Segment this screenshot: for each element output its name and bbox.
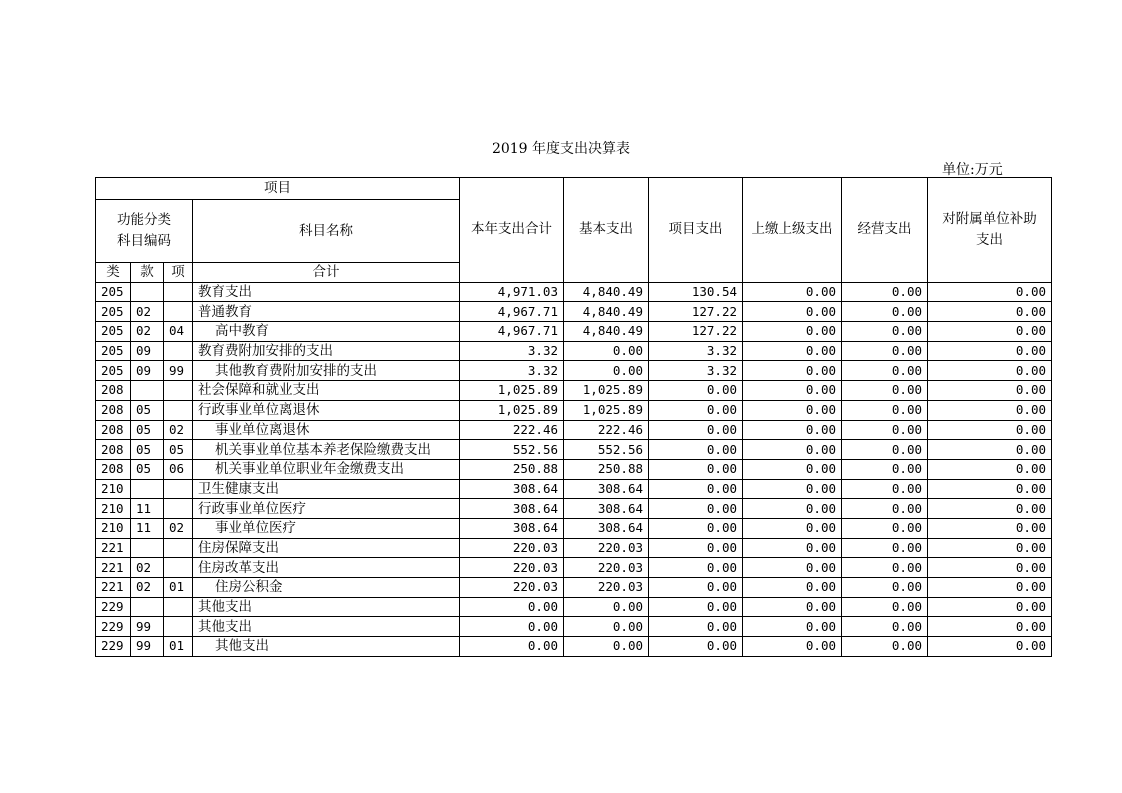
cell-upper: 0.00 bbox=[743, 558, 842, 578]
cell-xiang: 01 bbox=[164, 637, 193, 657]
cell-project: 0.00 bbox=[649, 381, 743, 401]
cell-name: 住房保障支出 bbox=[193, 538, 460, 558]
cell-business: 0.00 bbox=[842, 617, 928, 637]
cell-name: 机关事业单位基本养老保险缴费支出 bbox=[193, 440, 460, 460]
cell-lei: 210 bbox=[96, 479, 131, 499]
cell-upper: 0.00 bbox=[743, 499, 842, 519]
cell-business: 0.00 bbox=[842, 341, 928, 361]
total-row-name: 合计 bbox=[193, 263, 460, 283]
cell-subsidy: 0.00 bbox=[928, 440, 1052, 460]
cell-total: 222.46 bbox=[460, 420, 564, 440]
cell-business: 0.00 bbox=[842, 479, 928, 499]
table-row bbox=[96, 518, 1052, 538]
cell-subsidy: 0.00 bbox=[928, 558, 1052, 578]
cell-upper: 0.00 bbox=[743, 538, 842, 558]
table-row bbox=[96, 440, 1052, 460]
cell-total: 220.03 bbox=[460, 578, 564, 598]
cell-basic: 4,840.49 bbox=[564, 302, 649, 322]
table-row bbox=[96, 538, 1052, 558]
cell-xiang bbox=[164, 617, 193, 637]
cell-lei: 208 bbox=[96, 420, 131, 440]
cell-business: 0.00 bbox=[842, 322, 928, 342]
cell-name: 教育费附加安排的支出 bbox=[193, 341, 460, 361]
cell-kuan: 05 bbox=[131, 459, 164, 479]
cell-subsidy: 0.00 bbox=[928, 302, 1052, 322]
table-row bbox=[96, 282, 1052, 302]
cell-subsidy: 0.00 bbox=[928, 617, 1052, 637]
table-row bbox=[96, 322, 1052, 342]
cell-lei: 221 bbox=[96, 578, 131, 598]
cell-project: 0.00 bbox=[649, 499, 743, 519]
cell-total: 3.32 bbox=[460, 341, 564, 361]
cell-basic: 0.00 bbox=[564, 341, 649, 361]
table-row bbox=[96, 381, 1052, 401]
cell-lei: 229 bbox=[96, 597, 131, 617]
cell-subsidy: 0.00 bbox=[928, 538, 1052, 558]
cell-xiang bbox=[164, 479, 193, 499]
cell-kuan: 99 bbox=[131, 617, 164, 637]
expenditure-table bbox=[95, 177, 1052, 657]
cell-xiang bbox=[164, 597, 193, 617]
cell-xiang: 06 bbox=[164, 459, 193, 479]
cell-kuan: 05 bbox=[131, 400, 164, 420]
header-kuan: 款 bbox=[131, 263, 164, 283]
table-row bbox=[96, 578, 1052, 598]
cell-total: 1,025.89 bbox=[460, 400, 564, 420]
cell-upper: 0.00 bbox=[743, 282, 842, 302]
cell-business: 0.00 bbox=[842, 420, 928, 440]
cell-name: 其他支出 bbox=[193, 637, 460, 657]
cell-lei: 229 bbox=[96, 617, 131, 637]
cell-upper: 0.00 bbox=[743, 617, 842, 637]
cell-basic: 1,025.89 bbox=[564, 400, 649, 420]
cell-kuan: 02 bbox=[131, 322, 164, 342]
header-lei: 类 bbox=[96, 263, 131, 283]
cell-lei: 205 bbox=[96, 282, 131, 302]
cell-subsidy: 0.00 bbox=[928, 322, 1052, 342]
cell-business: 0.00 bbox=[842, 361, 928, 381]
cell-name: 教育支出 bbox=[193, 282, 460, 302]
cell-xiang: 04 bbox=[164, 322, 193, 342]
cell-xiang bbox=[164, 499, 193, 519]
table-row bbox=[96, 499, 1052, 519]
cell-project: 0.00 bbox=[649, 538, 743, 558]
cell-basic: 308.64 bbox=[564, 518, 649, 538]
cell-kuan: 11 bbox=[131, 499, 164, 519]
header-business: 经营支出 bbox=[842, 178, 928, 283]
cell-xiang: 05 bbox=[164, 440, 193, 460]
cell-kuan: 11 bbox=[131, 518, 164, 538]
cell-business: 0.00 bbox=[842, 459, 928, 479]
cell-basic: 4,840.49 bbox=[564, 322, 649, 342]
cell-basic: 0.00 bbox=[564, 637, 649, 657]
cell-lei: 221 bbox=[96, 538, 131, 558]
header-subject-name: 科目名称 bbox=[193, 200, 460, 263]
cell-business: 0.00 bbox=[842, 518, 928, 538]
cell-upper: 0.00 bbox=[743, 322, 842, 342]
table-row bbox=[96, 637, 1052, 657]
cell-upper: 0.00 bbox=[743, 479, 842, 499]
cell-xiang bbox=[164, 400, 193, 420]
cell-kuan bbox=[131, 282, 164, 302]
cell-business: 0.00 bbox=[842, 597, 928, 617]
table-row bbox=[96, 479, 1052, 499]
cell-project: 0.00 bbox=[649, 440, 743, 460]
cell-kuan bbox=[131, 479, 164, 499]
cell-kuan bbox=[131, 538, 164, 558]
cell-subsidy: 0.00 bbox=[928, 597, 1052, 617]
table-row bbox=[96, 420, 1052, 440]
cell-business: 0.00 bbox=[842, 381, 928, 401]
cell-subsidy: 0.00 bbox=[928, 400, 1052, 420]
cell-project: 127.22 bbox=[649, 302, 743, 322]
cell-basic: 0.00 bbox=[564, 361, 649, 381]
cell-lei: 205 bbox=[96, 302, 131, 322]
cell-lei: 208 bbox=[96, 459, 131, 479]
cell-xiang bbox=[164, 282, 193, 302]
cell-xiang bbox=[164, 538, 193, 558]
header-project: 项目 bbox=[96, 178, 460, 200]
cell-project: 0.00 bbox=[649, 617, 743, 637]
cell-upper: 0.00 bbox=[743, 420, 842, 440]
cell-upper: 0.00 bbox=[743, 518, 842, 538]
cell-subsidy: 0.00 bbox=[928, 282, 1052, 302]
cell-subsidy: 0.00 bbox=[928, 578, 1052, 598]
table-row bbox=[96, 361, 1052, 381]
cell-name: 行政事业单位离退休 bbox=[193, 400, 460, 420]
cell-upper: 0.00 bbox=[743, 597, 842, 617]
cell-kuan: 99 bbox=[131, 637, 164, 657]
cell-business: 0.00 bbox=[842, 302, 928, 322]
cell-lei: 210 bbox=[96, 499, 131, 519]
cell-subsidy: 0.00 bbox=[928, 637, 1052, 657]
cell-business: 0.00 bbox=[842, 282, 928, 302]
cell-upper: 0.00 bbox=[743, 459, 842, 479]
cell-name: 事业单位医疗 bbox=[193, 518, 460, 538]
cell-subsidy: 0.00 bbox=[928, 381, 1052, 401]
cell-basic: 308.64 bbox=[564, 479, 649, 499]
cell-lei: 208 bbox=[96, 381, 131, 401]
cell-total: 1,025.89 bbox=[460, 381, 564, 401]
cell-total: 308.64 bbox=[460, 479, 564, 499]
cell-kuan: 02 bbox=[131, 558, 164, 578]
cell-total: 0.00 bbox=[460, 617, 564, 637]
cell-xiang: 02 bbox=[164, 518, 193, 538]
cell-business: 0.00 bbox=[842, 440, 928, 460]
cell-project: 0.00 bbox=[649, 558, 743, 578]
document-title: 2019 年度支出决算表 bbox=[491, 141, 631, 157]
cell-project: 0.00 bbox=[649, 597, 743, 617]
cell-project: 0.00 bbox=[649, 518, 743, 538]
cell-subsidy: 0.00 bbox=[928, 499, 1052, 519]
cell-name: 其他支出 bbox=[193, 617, 460, 637]
cell-lei: 229 bbox=[96, 637, 131, 657]
cell-project: 127.22 bbox=[649, 322, 743, 342]
cell-basic: 0.00 bbox=[564, 617, 649, 637]
cell-upper: 0.00 bbox=[743, 302, 842, 322]
cell-project: 130.54 bbox=[649, 282, 743, 302]
cell-project: 0.00 bbox=[649, 420, 743, 440]
cell-total: 3.32 bbox=[460, 361, 564, 381]
cell-subsidy: 0.00 bbox=[928, 518, 1052, 538]
table-row bbox=[96, 302, 1052, 322]
header-upper-payment: 上缴上级支出 bbox=[743, 178, 842, 283]
header-total: 本年支出合计 bbox=[460, 178, 564, 283]
cell-name: 高中教育 bbox=[193, 322, 460, 342]
cell-project: 0.00 bbox=[649, 578, 743, 598]
cell-total: 4,967.71 bbox=[460, 302, 564, 322]
cell-business: 0.00 bbox=[842, 558, 928, 578]
cell-name: 住房改革支出 bbox=[193, 558, 460, 578]
table-row bbox=[96, 400, 1052, 420]
cell-xiang bbox=[164, 558, 193, 578]
cell-project: 0.00 bbox=[649, 479, 743, 499]
cell-name: 事业单位离退休 bbox=[193, 420, 460, 440]
cell-business: 0.00 bbox=[842, 400, 928, 420]
cell-subsidy: 0.00 bbox=[928, 361, 1052, 381]
cell-business: 0.00 bbox=[842, 499, 928, 519]
cell-total: 552.56 bbox=[460, 440, 564, 460]
header-subsidy: 对附属单位补助支出 bbox=[928, 178, 1052, 283]
cell-lei: 205 bbox=[96, 322, 131, 342]
cell-kuan: 05 bbox=[131, 440, 164, 460]
cell-xiang: 02 bbox=[164, 420, 193, 440]
cell-upper: 0.00 bbox=[743, 361, 842, 381]
cell-kuan: 05 bbox=[131, 420, 164, 440]
cell-upper: 0.00 bbox=[743, 578, 842, 598]
cell-total: 308.64 bbox=[460, 499, 564, 519]
cell-basic: 222.46 bbox=[564, 420, 649, 440]
table-row bbox=[96, 617, 1052, 637]
table-row bbox=[96, 558, 1052, 578]
cell-name: 社会保障和就业支出 bbox=[193, 381, 460, 401]
table-row bbox=[96, 341, 1052, 361]
cell-upper: 0.00 bbox=[743, 381, 842, 401]
cell-xiang bbox=[164, 341, 193, 361]
cell-kuan bbox=[131, 381, 164, 401]
cell-upper: 0.00 bbox=[743, 440, 842, 460]
cell-total: 220.03 bbox=[460, 538, 564, 558]
cell-total: 220.03 bbox=[460, 558, 564, 578]
cell-lei: 205 bbox=[96, 341, 131, 361]
cell-subsidy: 0.00 bbox=[928, 420, 1052, 440]
cell-name: 其他教育费附加安排的支出 bbox=[193, 361, 460, 381]
cell-basic: 250.88 bbox=[564, 459, 649, 479]
cell-kuan: 09 bbox=[131, 341, 164, 361]
cell-total: 4,967.71 bbox=[460, 322, 564, 342]
cell-total: 4,971.03 bbox=[460, 282, 564, 302]
cell-xiang bbox=[164, 381, 193, 401]
cell-name: 其他支出 bbox=[193, 597, 460, 617]
cell-lei: 208 bbox=[96, 400, 131, 420]
cell-name: 住房公积金 bbox=[193, 578, 460, 598]
cell-basic: 220.03 bbox=[564, 558, 649, 578]
cell-kuan: 02 bbox=[131, 578, 164, 598]
cell-basic: 0.00 bbox=[564, 597, 649, 617]
cell-basic: 4,840.49 bbox=[564, 282, 649, 302]
header-function-code: 功能分类 科目编码 bbox=[96, 200, 193, 263]
cell-kuan: 09 bbox=[131, 361, 164, 381]
cell-name: 卫生健康支出 bbox=[193, 479, 460, 499]
cell-total: 308.64 bbox=[460, 518, 564, 538]
cell-xiang: 99 bbox=[164, 361, 193, 381]
cell-upper: 0.00 bbox=[743, 400, 842, 420]
cell-subsidy: 0.00 bbox=[928, 341, 1052, 361]
cell-name: 行政事业单位医疗 bbox=[193, 499, 460, 519]
cell-xiang bbox=[164, 302, 193, 322]
cell-subsidy: 0.00 bbox=[928, 479, 1052, 499]
cell-project: 3.32 bbox=[649, 361, 743, 381]
table-row bbox=[96, 597, 1052, 617]
cell-business: 0.00 bbox=[842, 578, 928, 598]
cell-project: 0.00 bbox=[649, 637, 743, 657]
cell-basic: 220.03 bbox=[564, 578, 649, 598]
cell-lei: 208 bbox=[96, 440, 131, 460]
cell-kuan: 02 bbox=[131, 302, 164, 322]
cell-lei: 205 bbox=[96, 361, 131, 381]
cell-business: 0.00 bbox=[842, 538, 928, 558]
cell-total: 0.00 bbox=[460, 597, 564, 617]
unit-label: 单位:万元 bbox=[942, 162, 1003, 178]
cell-total: 250.88 bbox=[460, 459, 564, 479]
cell-lei: 221 bbox=[96, 558, 131, 578]
cell-xiang: 01 bbox=[164, 578, 193, 598]
cell-basic: 308.64 bbox=[564, 499, 649, 519]
table-row bbox=[96, 459, 1052, 479]
cell-basic: 220.03 bbox=[564, 538, 649, 558]
cell-basic: 552.56 bbox=[564, 440, 649, 460]
header-basic: 基本支出 bbox=[564, 178, 649, 283]
cell-total: 0.00 bbox=[460, 637, 564, 657]
cell-project: 0.00 bbox=[649, 400, 743, 420]
cell-project: 0.00 bbox=[649, 459, 743, 479]
cell-name: 机关事业单位职业年金缴费支出 bbox=[193, 459, 460, 479]
cell-lei: 210 bbox=[96, 518, 131, 538]
cell-project: 3.32 bbox=[649, 341, 743, 361]
cell-upper: 0.00 bbox=[743, 637, 842, 657]
cell-upper: 0.00 bbox=[743, 341, 842, 361]
header-project-expenditure: 项目支出 bbox=[649, 178, 743, 283]
header-xiang: 项 bbox=[164, 263, 193, 283]
cell-name: 普通教育 bbox=[193, 302, 460, 322]
cell-subsidy: 0.00 bbox=[928, 459, 1052, 479]
cell-business: 0.00 bbox=[842, 637, 928, 657]
cell-kuan bbox=[131, 597, 164, 617]
cell-basic: 1,025.89 bbox=[564, 381, 649, 401]
